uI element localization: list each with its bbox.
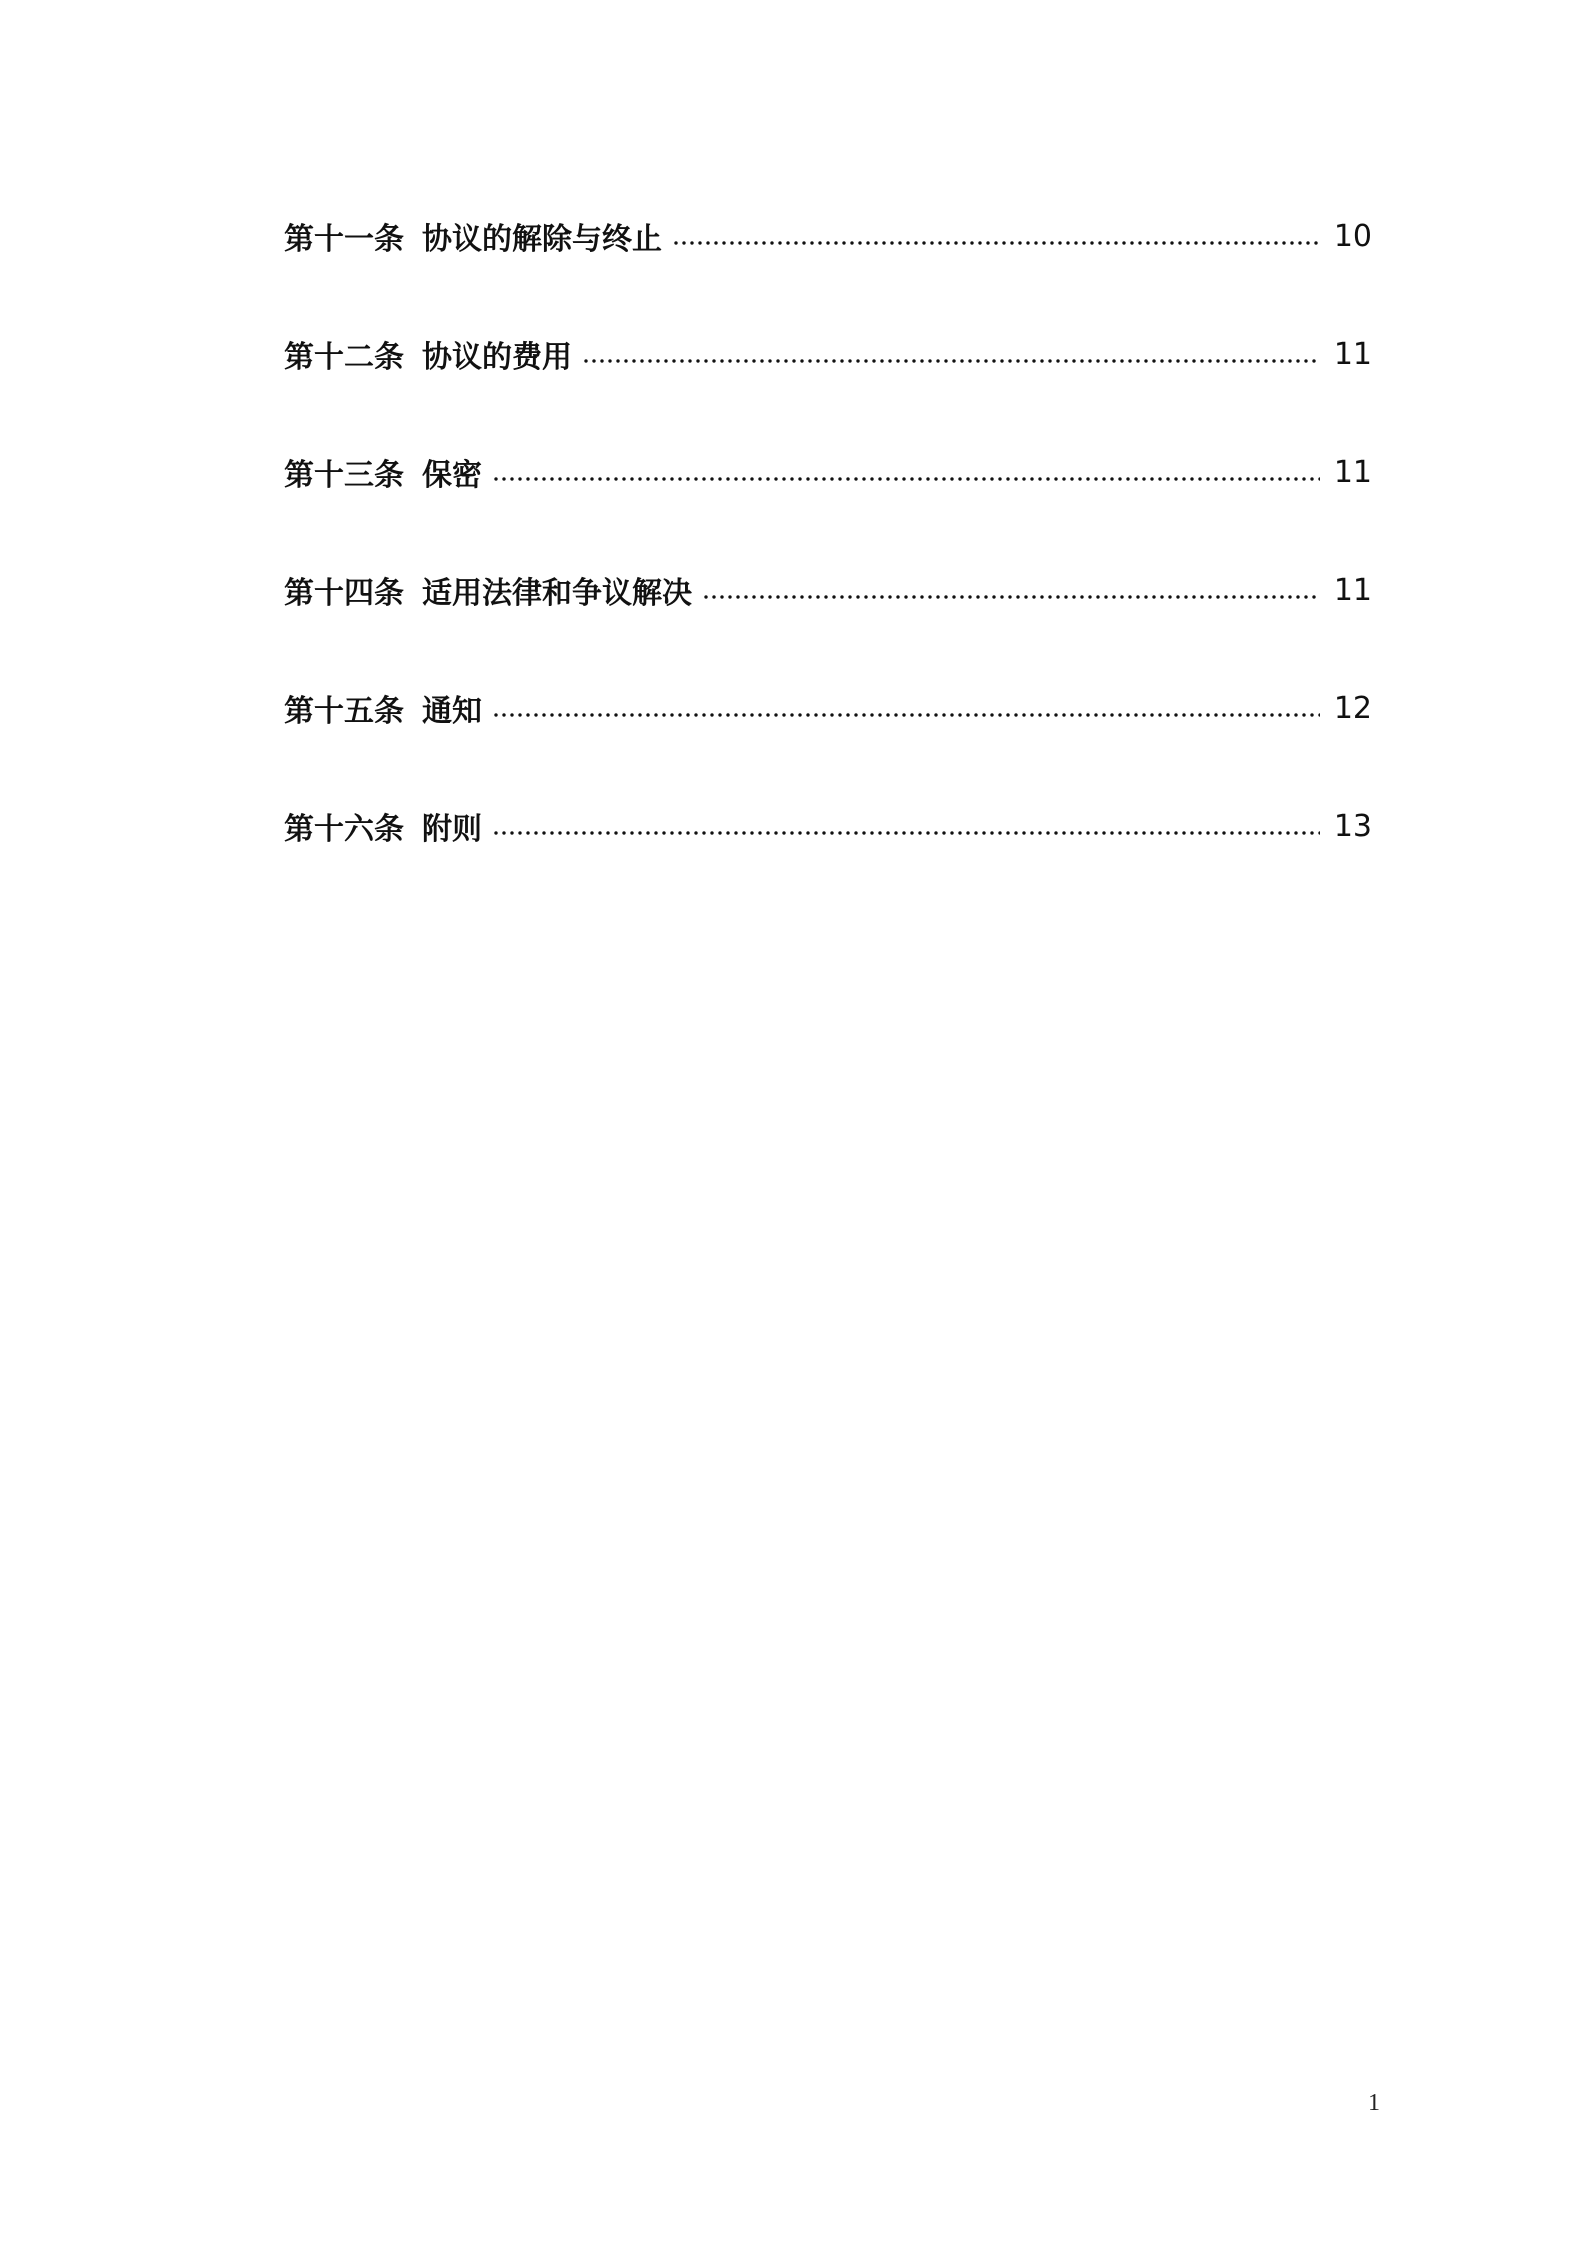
toc-entry-article-13[interactable] — [284, 446, 1372, 498]
toc-page-number: 10 — [1333, 218, 1372, 254]
toc-article-title: 通知 — [422, 694, 482, 729]
toc-entry-article-12[interactable] — [284, 328, 1372, 380]
toc-page-number: 11 — [1333, 336, 1372, 372]
toc-dot-leader — [492, 831, 1320, 835]
toc-entry-article-14[interactable] — [284, 564, 1372, 616]
toc-entry-article-15[interactable] — [284, 682, 1372, 734]
toc-page-number: 12 — [1333, 690, 1372, 726]
toc-dot-leader — [702, 595, 1320, 599]
table-of-contents — [284, 210, 1372, 918]
toc-page-number: 11 — [1333, 454, 1372, 490]
toc-page-number: 11 — [1333, 572, 1372, 608]
toc-article-title: 适用法律和争议解决 — [422, 576, 692, 611]
toc-page-number: 13 — [1333, 808, 1372, 844]
toc-article-number: 第十四条 — [284, 576, 404, 611]
page-number-footer: 1 — [1368, 2090, 1380, 2116]
toc-article-title: 协议的解除与终止 — [422, 222, 662, 257]
toc-dot-leader — [582, 359, 1320, 363]
toc-article-number: 第十三条 — [284, 458, 404, 493]
toc-article-title: 协议的费用 — [422, 340, 572, 375]
toc-article-number: 第十一条 — [284, 222, 404, 257]
toc-entry-article-16[interactable] — [284, 800, 1372, 852]
toc-dot-leader — [492, 713, 1320, 717]
toc-article-number: 第十二条 — [284, 340, 404, 375]
toc-entry-article-11[interactable] — [284, 210, 1372, 262]
toc-dot-leader — [672, 241, 1320, 245]
toc-article-number: 第十六条 — [284, 812, 404, 847]
toc-article-title: 保密 — [422, 458, 482, 493]
toc-article-number: 第十五条 — [284, 694, 404, 729]
toc-article-title: 附则 — [422, 812, 482, 847]
toc-dot-leader — [492, 477, 1320, 481]
